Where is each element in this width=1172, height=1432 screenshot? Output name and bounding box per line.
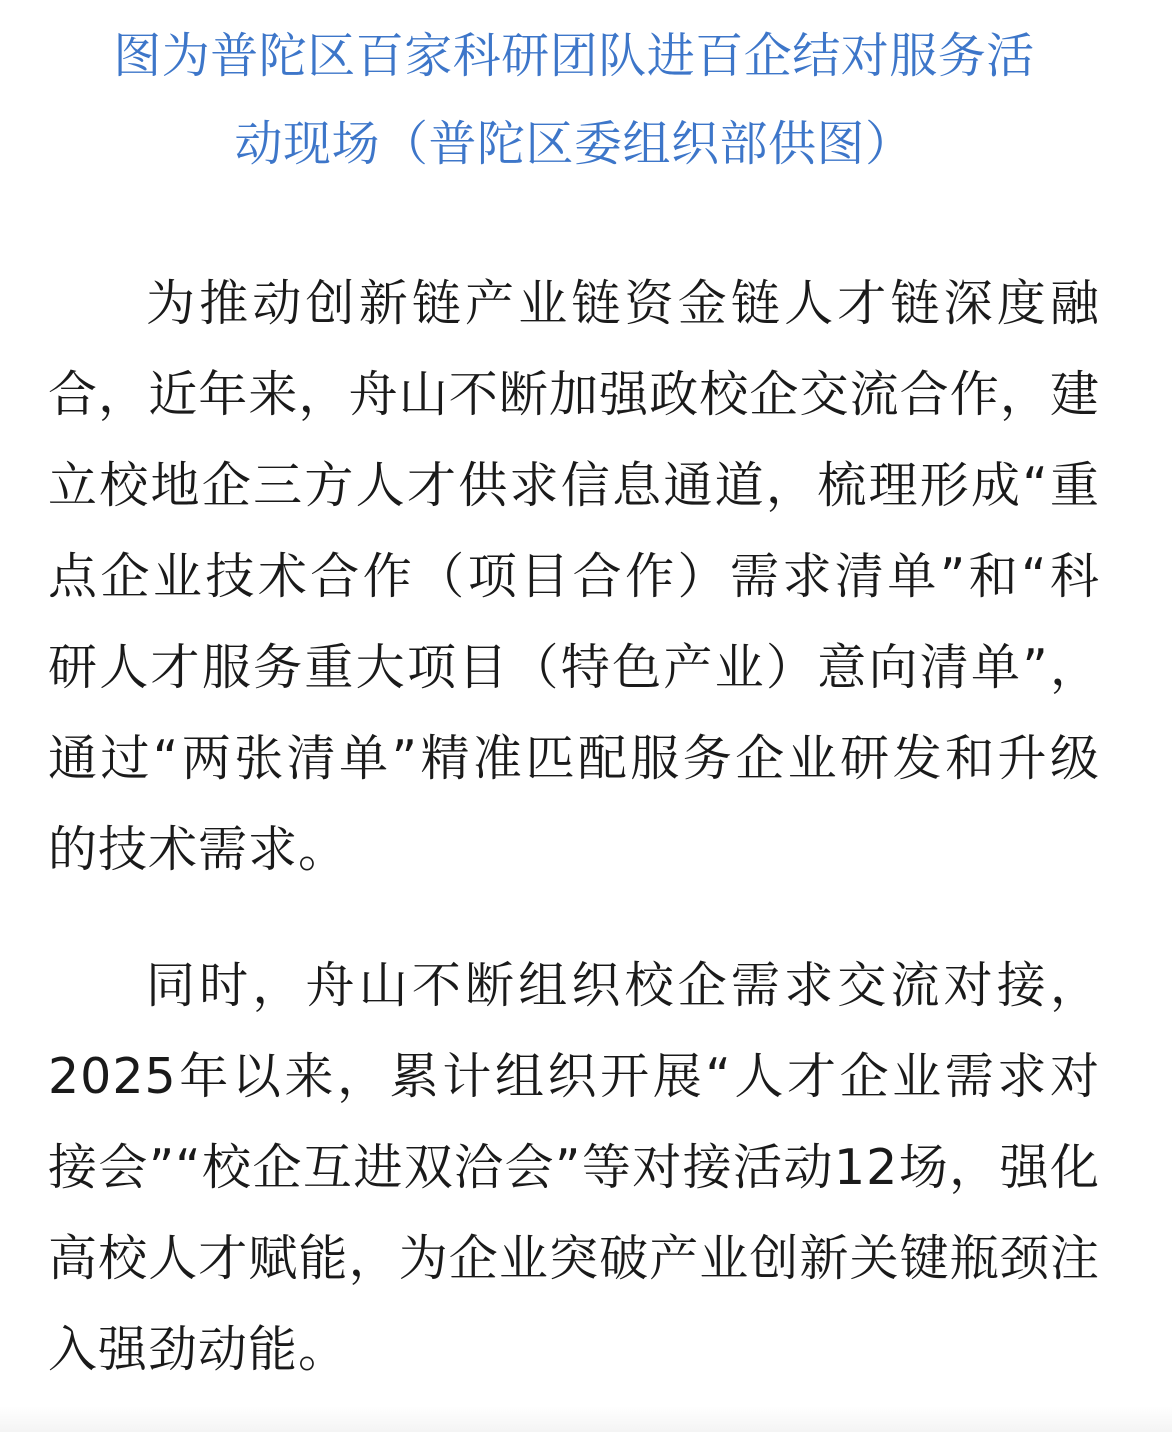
article-body [48, 12, 1100, 1395]
image-caption [48, 12, 1100, 188]
bottom-edge-shade [0, 1406, 1172, 1432]
paragraph-2: 同时，舟山不断组织校企需求交流对接，2025年以来，累计组织开展“人才企业需求对接会”“校企互进双洽会”等对接活动12场，强化高校人才赋能，为企业突破产业创新关键瓶颈注入强劲动能。 [48, 957, 1100, 1378]
caption-line-2: 动现场（普陀区委组织部供图） [234, 116, 914, 172]
caption-line-1: 图为普陀区百家科研团队进百企结对服务活 [113, 28, 1035, 84]
paragraph-1: 为推动创新链产业链资金链人才链深度融合，近年来，舟山不断加强政校企交流合作，建立校地企三方人才供求信息通道，梳理形成“重点企业技术合作（项目合作）需求清单”和“科研人才服务重大项目（特色产业）意向清单”，通过“两张清单”精准匹配服务企业研发和升级的技术需求。 [48, 275, 1100, 878]
